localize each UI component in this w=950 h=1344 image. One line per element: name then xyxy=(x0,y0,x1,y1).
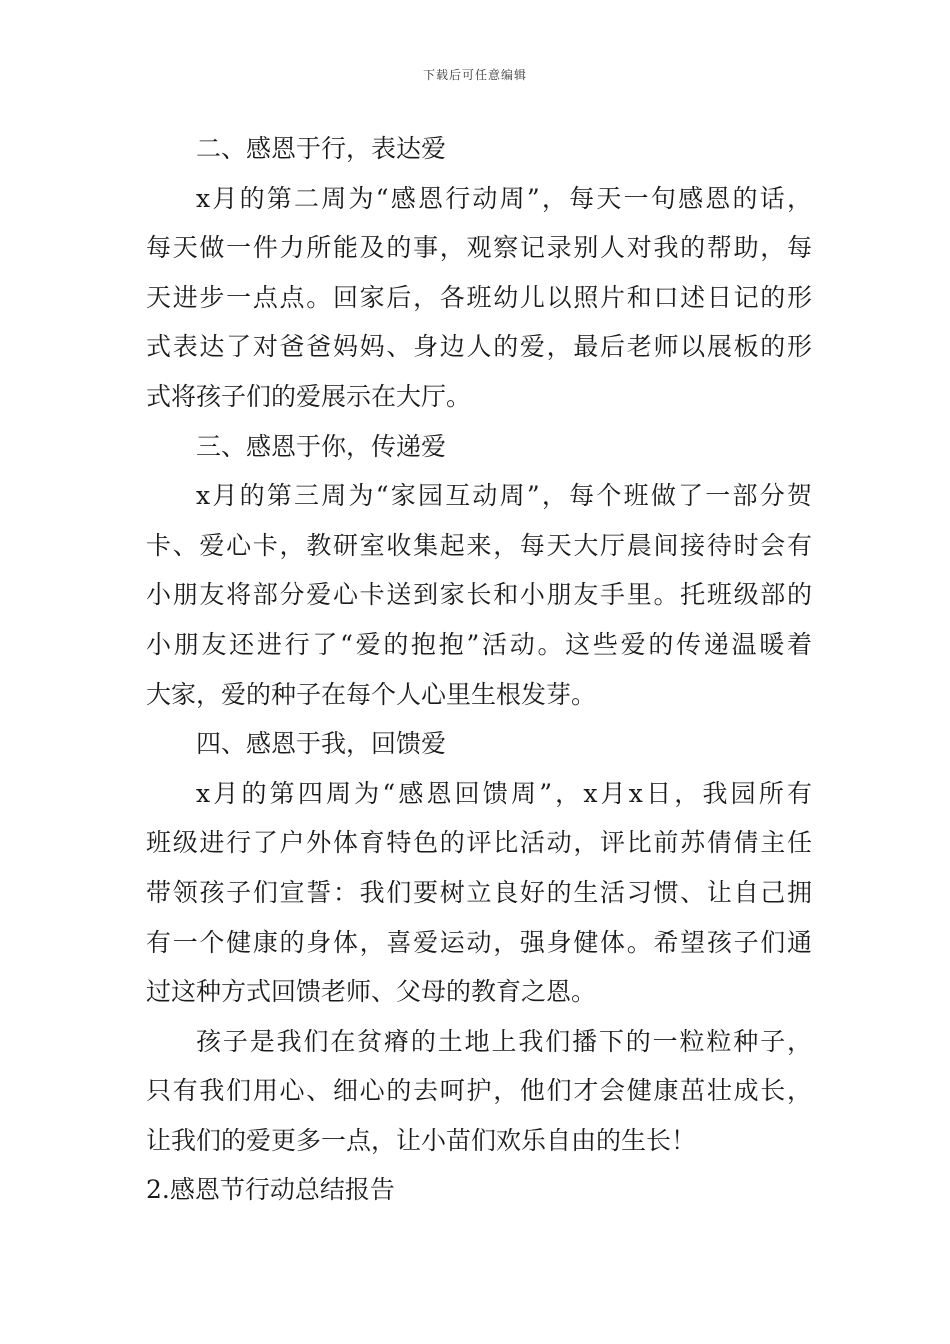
text-line: 带领孩子们宣誓：我们要树立良好的生活习惯、让自己拥 xyxy=(146,877,812,907)
text-line: 二、感恩于行，表达爱 xyxy=(196,134,447,163)
text-line: x月的第二周为“感恩行动周”，每天一句感恩的话， xyxy=(196,183,812,213)
text-line: 小朋友还进行了“爱的抱抱”活动。这些爱的传递温暖着 xyxy=(146,629,812,659)
text-line: 2.感恩节行动总结报告 xyxy=(146,1175,395,1205)
text-line: 式表达了对爸爸妈妈、身边人的爱，最后老师以展板的形 xyxy=(146,332,812,362)
text-line: 过这种方式回馈老师、父母的教育之恩。 xyxy=(146,977,597,1007)
text-line: x月的第四周为“感恩回馈周”，x月x日，我园所有 xyxy=(196,778,812,808)
text-line: 只有我们用心、细心的去呵护，他们才会健康茁壮成长， xyxy=(146,1076,812,1106)
text-line: 孩子是我们在贫瘠的土地上我们播下的一粒粒种子， xyxy=(196,1026,812,1056)
text-line: 四、感恩于我，回馈爱 xyxy=(196,729,447,759)
text-line: 卡、爱心卡，教研室收集起来，每天大厅晨间接待时会有 xyxy=(146,530,812,560)
text-line: 让我们的爱更多一点，让小苗们欢乐自由的生长！ xyxy=(146,1125,697,1155)
text-line: 式将孩子们的爱展示在大厅。 xyxy=(146,381,472,411)
text-line: 每天做一件力所能及的事，观察记录别人对我的帮助，每 xyxy=(146,233,812,263)
text-line: 三、感恩于你，传递爱 xyxy=(196,431,447,461)
document-body xyxy=(146,124,812,1215)
text-line: 有一个健康的身体，喜爱运动，强身健体。希望孩子们通 xyxy=(146,927,812,957)
page-header: 下载后可任意编辑 xyxy=(422,68,527,82)
text-line: x月的第三周为“家园互动周”，每个班做了一部分贺 xyxy=(196,481,812,511)
text-line: 天进步一点点。回家后，各班幼儿以照片和口述日记的形 xyxy=(146,282,812,312)
text-line: 小朋友将部分爱心卡送到家长和小朋友手里。托班级部的 xyxy=(146,580,812,610)
text-line: 班级进行了户外体育特色的评比活动，评比前苏倩倩主任 xyxy=(146,828,812,858)
text-line: 大家，爱的种子在每个人心里生根发芽。 xyxy=(146,679,597,709)
